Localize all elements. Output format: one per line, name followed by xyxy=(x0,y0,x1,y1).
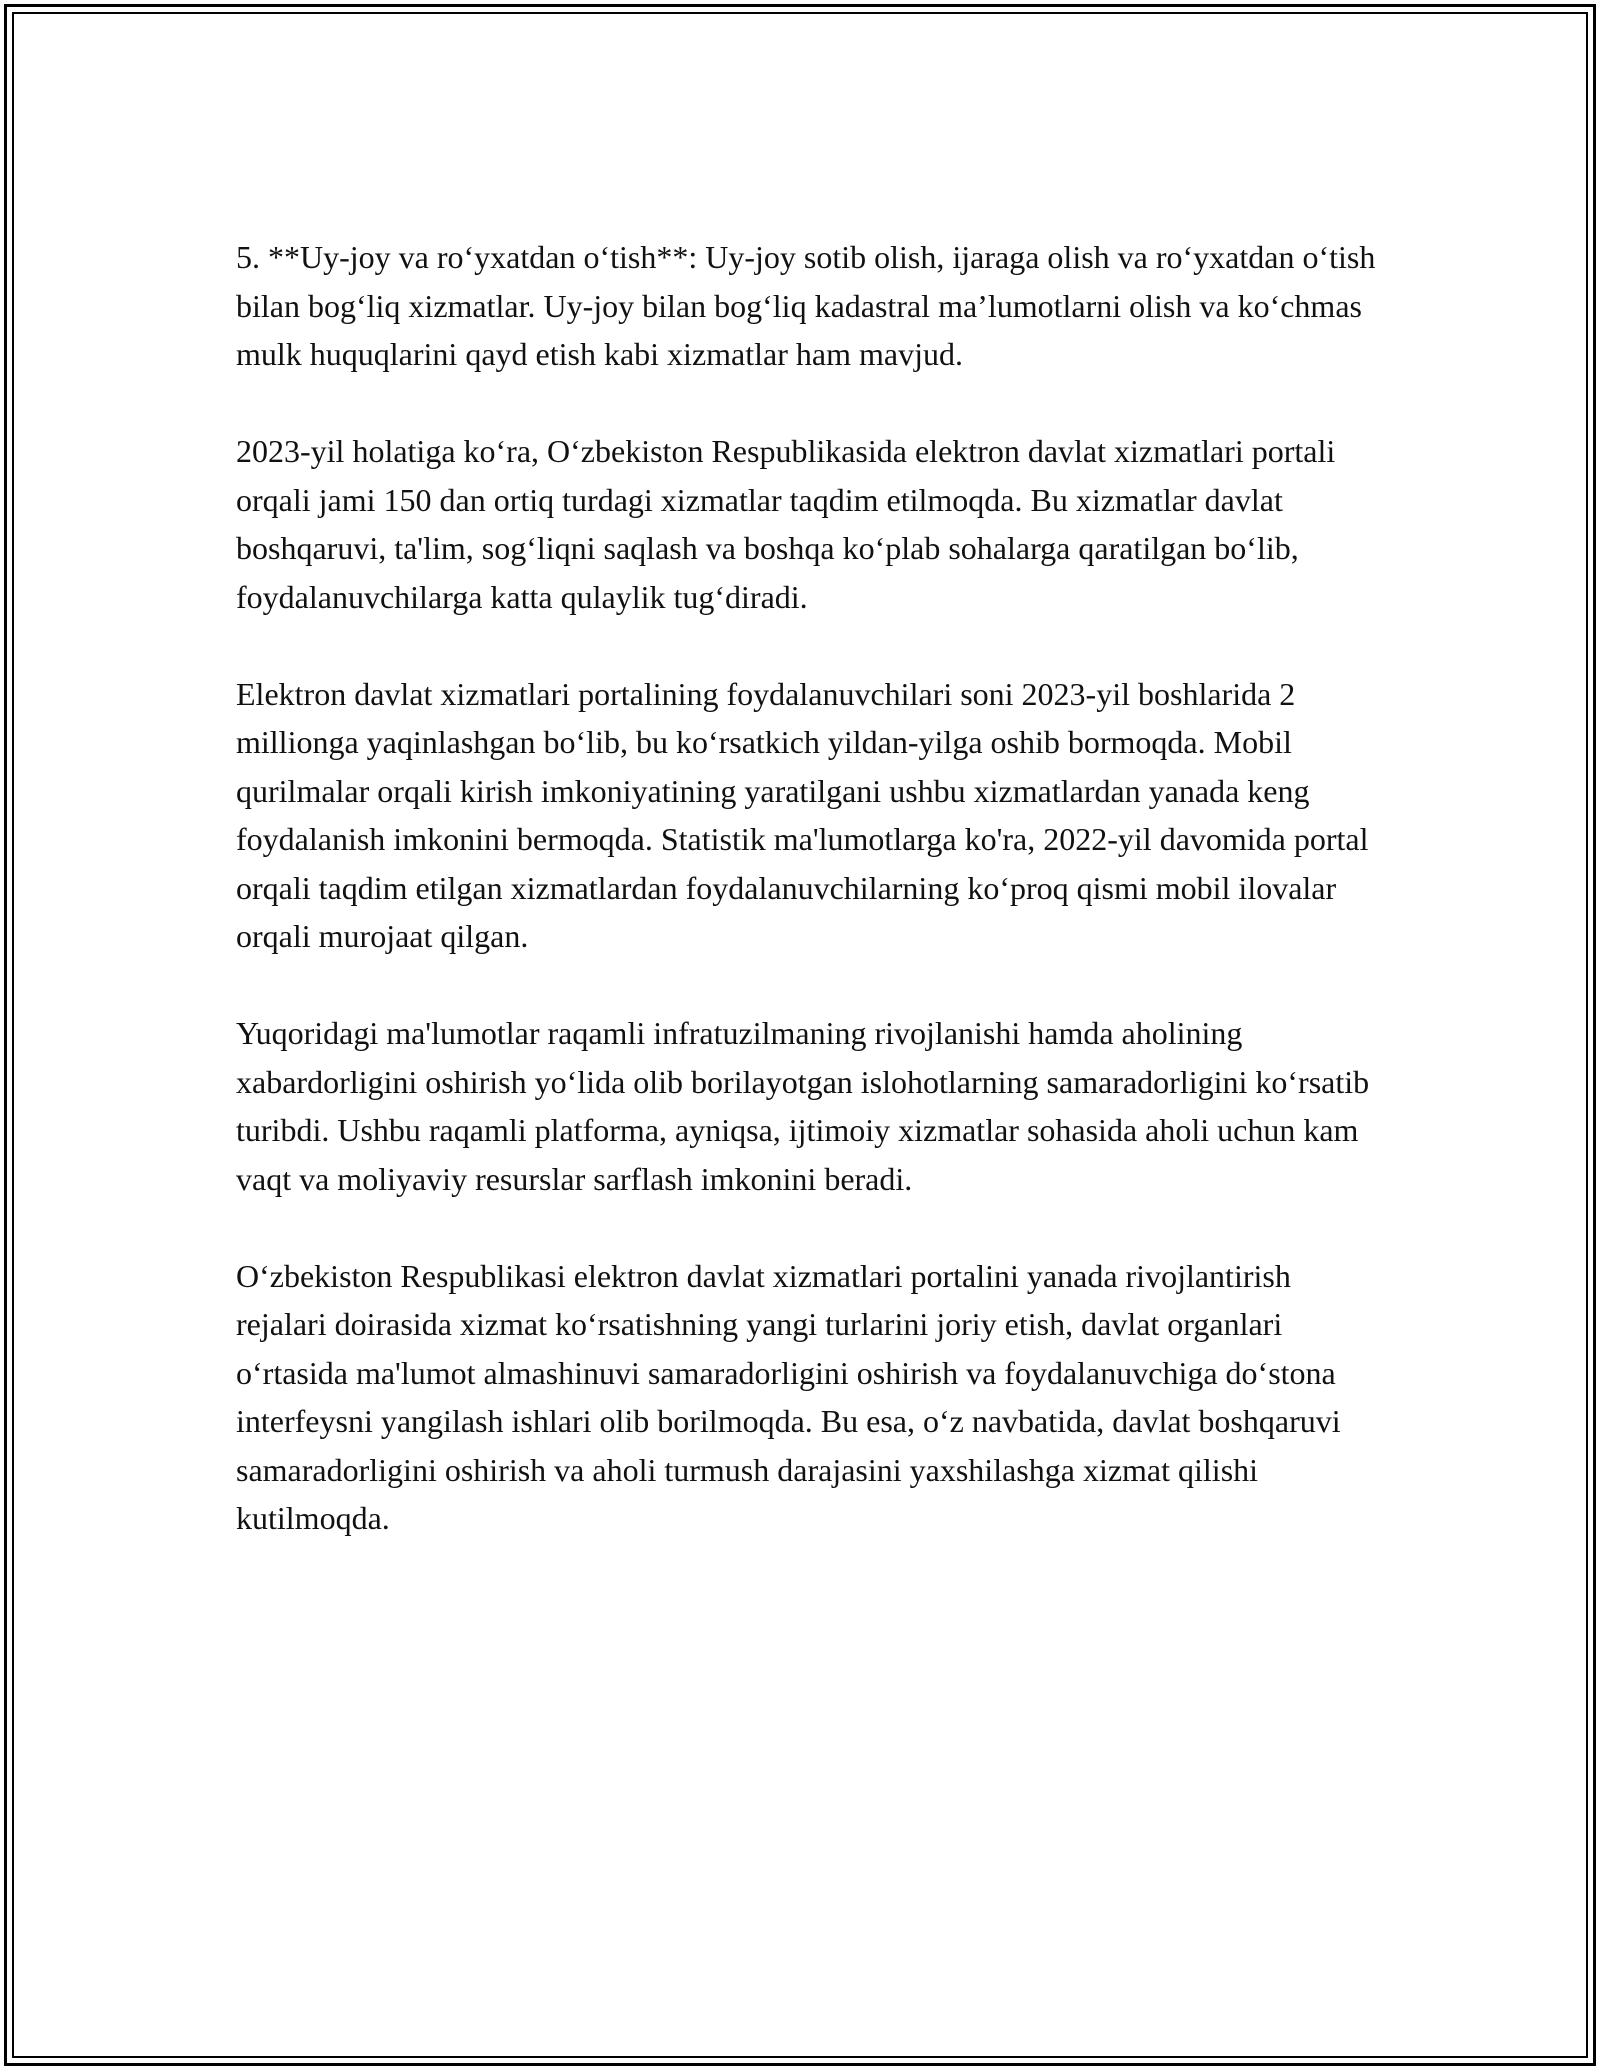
paragraph-services-count: 2023-yil holatiga ko‘ra, O‘zbekiston Respublikasida elektron davlat xizmatlari portali orqali jami 150 dan ortiq turdagi xizmatlar taqdim etilmoqda. Bu xizmatlar davlat boshqaruvi, ta'lim, sog‘liqni saqlash va boshqa ko‘plab sohalarga qaratilgan bo‘lib, foydalanuvchilarga katta qulaylik tug‘diradi. xyxy=(236,433,1336,615)
document-body xyxy=(236,233,1386,1543)
paragraph-digital-infrastructure: Yuqoridagi ma'lumotlar raqamli infratuzilmaning rivojlanishi hamda aholining xabardorligini oshirish yo‘lida olib borilayotgan islohotlarning samaradorligini ko‘rsatib turibdi. Ushbu raqamli platforma, ayniqsa, ijtimoiy xizmatlar sohasida aholi uchun kam vaqt va moliyaviy resurslar sarflash imkonini beradi. xyxy=(236,1015,1370,1197)
paragraph-users-statistics: Elektron davlat xizmatlari portalining foydalanuvchilari soni 2023-yil boshlarida 2 millionga yaqinlashgan bo‘lib, bu ko‘rsatkich yildan-yilga oshib bormoqda. Mobil qurilmalar orqali kirish imkoniyatining yaratilgani ushbu xizmatlardan yanada keng foydalanish imkonini bermoqda. Statistik ma'lumotlarga ko'ra, 2022-yil davomida portal orqali taqdim etilgan xizmatlardan foydalanuvchilarning ko‘proq qismi mobil ilovalar orqali murojaat qilgan. xyxy=(236,675,1369,954)
paragraph-housing-registration: 5. **Uy-joy va ro‘yxatdan o‘tish**: Uy-joy sotib olish, ijaraga olish va ro‘yxatdan o‘tish bilan bog‘liq xizmatlar. Uy-joy bilan bog‘liq kadastral ma’lumotlarni olish va ko‘chmas mulk huquqlarini qayd etish kabi xizmatlar ham mavjud. xyxy=(236,239,1376,372)
paragraph-development-plans: O‘zbekiston Respublikasi elektron davlat xizmatlari portalini yanada rivojlantirish rejalari doirasida xizmat ko‘rsatishning yangi turlarini joriy etish, davlat organlari o‘rtasida ma'lumot almashinuvi samaradorligini oshirish va foydalanuvchiga do‘stona interfeysni yangilash ishlari olib borilmoqda. Bu esa, o‘z navbatida, davlat boshqaruvi samaradorligini oshirish va aholi turmush darajasini yaxshilashga xizmat qilishi kutilmoqda. xyxy=(236,1257,1341,1536)
